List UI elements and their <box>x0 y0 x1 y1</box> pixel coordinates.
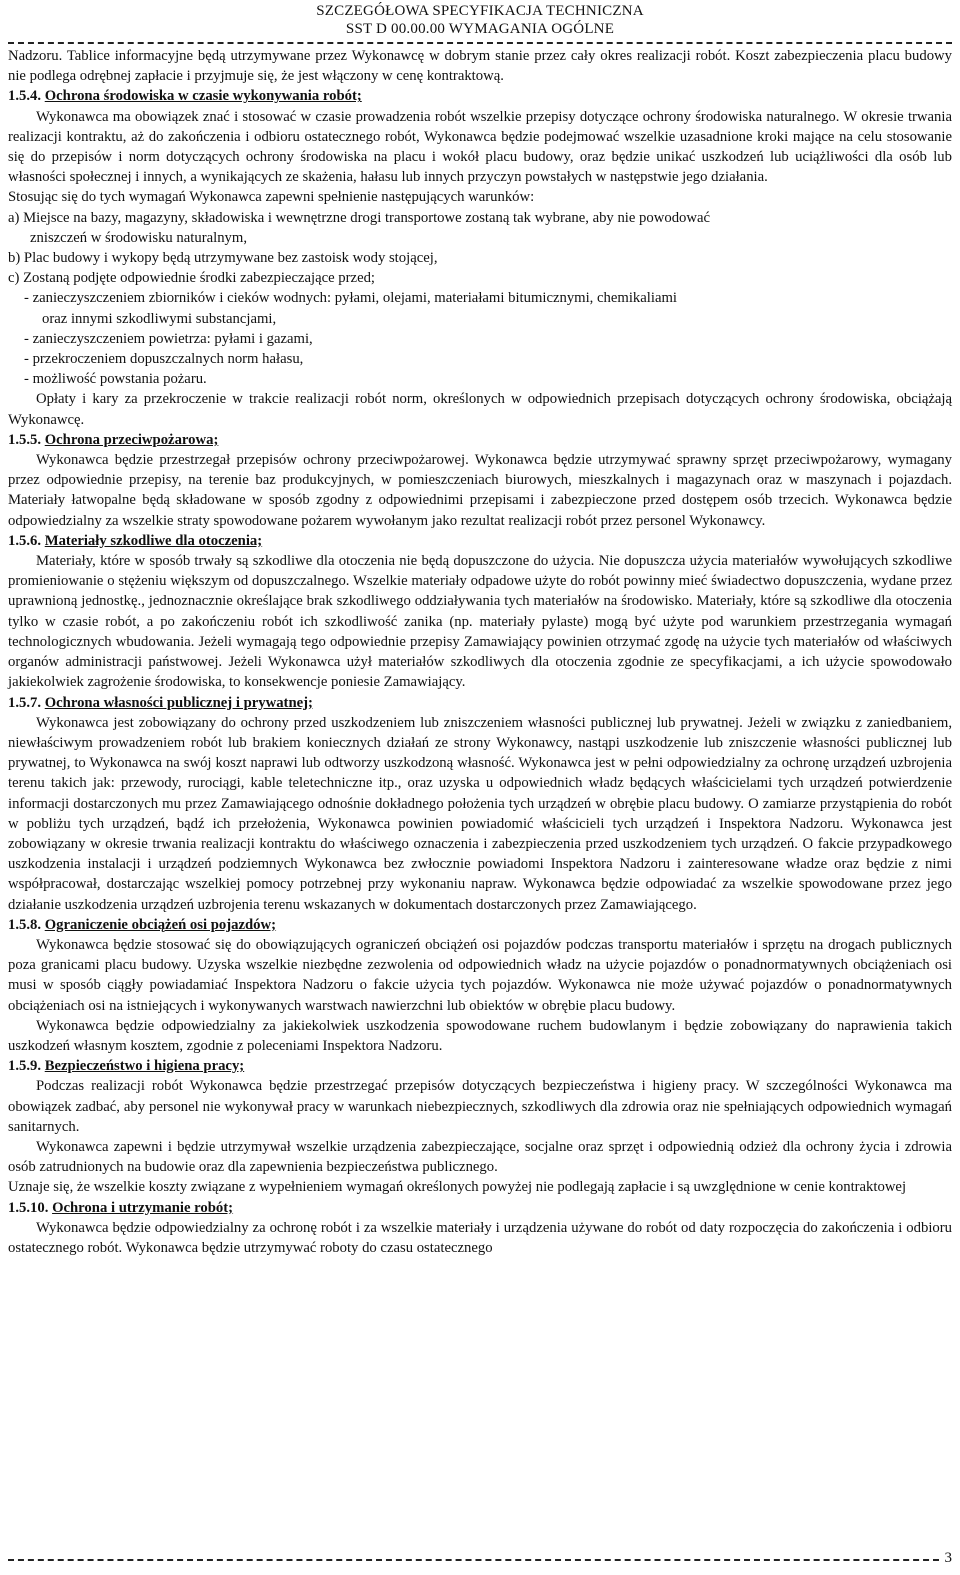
paragraph: Wykonawca będzie odpowiedzialny za jakiekolwiek uszkodzenia spowodowane ruchem budowlanym i będzie zobowiązany do naprawienia takich uszkodzeń własnym kosztem, zgodnie z poleceniami Inspektora Nadzoru. <box>8 1017 952 1054</box>
conditions-list <box>8 208 952 390</box>
section-title: Ochrona i utrzymanie robót; <box>52 1199 234 1216</box>
section-title: Ochrona własności publicznej i prywatnej; <box>44 694 313 711</box>
section-number: 1.5.9. <box>8 1058 42 1075</box>
section-heading-1-5-4 <box>8 86 952 106</box>
list-item <box>8 208 952 248</box>
header-subtitle: SST D 00.00.00 WYMAGANIA OGÓLNE <box>345 21 615 37</box>
list-item: - możliwość powstania pożaru. <box>24 371 207 388</box>
footer-divider <box>8 1559 939 1561</box>
paragraph: Wykonawca będzie przestrzegał przepisów ochrony przeciwpożarowej. Wykonawca będzie utrzymywać sprawny sprzęt przeciwpożarowy, wymagany przez odpowiednie przepisy, na terenie baz produkcyjnych, w pomieszczeniach biurowych, mieszkalnych i magazynach oraz w maszynach i pojazdach. Materiały łatwopalne będą składowane w sposób zgodny z odpowiednimi przepisami i zabezpieczone przed dostępem osób trzecich. Wykonawca będzie odpowiedzialny za wszelkie straty spowodowane pożarem wywołanym jako rezultat realizacji robót przez personel Wykonawcy. <box>8 452 952 529</box>
section-number: 1.5.10. <box>8 1199 49 1216</box>
header-divider <box>8 42 952 44</box>
list-item-text: - zanieczyszczeniem zbiorników i cieków wodnych: pyłami, olejami, materiałami bitumicznymi, chemikaliami <box>24 290 677 307</box>
section-heading-1-5-9 <box>8 1056 952 1076</box>
paragraph: Materiały, które w sposób trwały są szkodliwe dla otoczenia nie będą dopuszczone do użycia. Nie dopuszcza użycia materiałów wywołujących szkodliwe promieniowanie o stężeniu większym od dopuszczalnego. Wszelkie materiały odpadowe użyte do robót powinny mieć świadectwo dopuszczenia, wydane przez uprawnioną jednostkę., jednoznacznie określające brak szkodliwego oddziaływania tych materiałów na środowisko. Materiały, które są szkodliwe dla otoczenia tylko w czasie robót, a po zakończeniu robót ich szkodliwość zanika (np. materiały pylaste) mogą być użyte pod warunkiem przestrzegania wymagań technologicznych wbudowania. Jeżeli wymagają tego odpowiednie przepisy Zamawiający powinien otrzymać zgodę na użycie tych materiałów od właściwych organów administracji państwowej. Jeżeli Wykonawca użył materiałów szkodliwych dla otoczenia zgodnie ze specyfikacjami, a ich użycie spowodowało jakiekolwiek zagrożenie środowiska, to konsekwencje poniesie Zamawiający. <box>8 553 952 691</box>
list-item: b) Plac budowy i wykopy będą utrzymywane bez zastoisk wody stojącej, <box>8 250 438 267</box>
list-item <box>8 288 952 328</box>
paragraph: Wykonawca będzie stosować się do obowiązujących ograniczeń obciążeń osi pojazdów podczas transportu materiałów i sprzętu na drogach publicznych poza granicami placu budowy. Uzyska wszelkie niezbędne zezwolenia od odpowiednich władz na użycie pojazdów o ponadnormatywnych obciążeniach osi musi w sposób ciągły powiadamiać Inspektora Nadzoru o fakcie użycia tych pojazdów. Wykonawca nie może używać pojazdów o ponadnormatywnych obciążeniach osi na istniejących i wykonywanych warstwach nawierzchni lub obiektów w obrębie placu budowy. <box>8 936 952 1014</box>
page-number: 3 <box>944 1550 952 1566</box>
paragraph: Opłaty i kary za przekroczenie w trakcie realizacji robót norm, określonych w odpowiednich przepisach dotyczących ochrony środowiska, obciążają Wykonawcę. <box>8 391 952 428</box>
paragraph: Wykonawca ma obowiązek znać i stosować w czasie prowadzenia robót wszelkie przepisy dotyczące ochrony środowiska naturalnego. W okresie trwania realizacji kontraktu, aż do zakończenia i odbioru ostatecznego robót, Wykonawca będzie podejmować wszelkie uzasadnione kroki mające na celu stosowanie się do przepisów i norm dotyczących ochrony środowiska na placu i wokół placu budowy, oraz będzie unikać uszkodzeń lub uciążliwości dla osób lub własności społecznej i innych, a wynikających ze skażenia, hałasu lub innych przyczyn powstałych w następstwie jego działania. <box>8 108 952 186</box>
list-item: c) Zostaną podjęte odpowiednie środki zabezpieczające przed; <box>8 270 376 287</box>
paragraph: Uznaje się, że wszelkie koszty związane z wypełnieniem wymagań określonych powyżej nie podlegają zapłacie i są uwzględnione w cenie kontraktowej <box>8 1179 907 1196</box>
section-number: 1.5.5. <box>8 431 42 448</box>
section-heading-1-5-10 <box>8 1198 952 1218</box>
paragraph: Wykonawca zapewni i będzie utrzymywał wszelkie urządzenia zabezpieczające, socjalne oraz sprzęt i odpowiednią odzież dla ochrony życia i zdrowia osób zatrudnionych na budowie oraz dla zapewnienia bezpieczeństwa publicznego. <box>8 1138 952 1176</box>
paragraph: Wykonawca jest zobowiązany do ochrony przed uszkodzeniem lub zniszczeniem własności publicznej lub prywatnej. Jeżeli w związku z zaniedbaniem, niewłaściwym prowadzeniem robót lub brakiem koniecznych działań ze strony Wykonawcy, nastąpi uszkodzenie lub zniszczenie własności publicznej lub prywatnej, to Wykonawca na swój koszt naprawi lub odtworzy uszkodzoną własność. Wykonawca jest w pełni odpowiedzialny za ochronę urządzeń uzbrojenia terenu takich jak: przewody, rurociągi, kable teletechniczne itp., oraz uzyska u odpowiednich władz będących właścicielami tych urządzeń potwierdzenie informacji dostarczonych mu przez Zamawiającego odnośnie dokładnego położenia tych urządzeń w obrębie placu budowy. O zamiarze przystąpienia do robót w pobliżu tych urządzeń, bądź ich przełożenia, Wykonawca powinien powiadomić właścicieli tych urządzeń i Inspektora Nadzoru. Wykonawca jest zobowiązany w okresie trwania realizacji kontraktu do właściwego oznaczenia i zabezpieczenia przed uszkodzeniem tych urządzeń. O fakcie przypadkowego uszkodzenia instalacji i urządzeń podziemnych Wykonawca bez zwłocznie powiadomi Inspektora Nadzoru i zainteresowane władze oraz będzie z nimi współpracował, dostarczając wszelkiej pomocy potrzebnej przy wykonaniu napraw. Wykonawca będzie odpowiadać za wszelkie spowodowane przez jego działanie uszkodzenia urządzeń uzbrojenia terenu wskazanych w dokumentach dostarczonych przez Zamawiającego. <box>8 714 952 913</box>
document-body <box>8 46 952 1258</box>
section-heading-1-5-6 <box>8 531 952 551</box>
paragraph: Wykonawca będzie odpowiedzialny za ochronę robót i za wszelkie materiały i urządzenia używane do robót od daty rozpoczęcia do zakończenia i odbioru ostatecznego robót. Wykonawca będzie utrzymywać roboty do czasu ostatecznego <box>8 1219 952 1256</box>
section-title: Ochrona przeciwpożarowa; <box>44 431 219 448</box>
intro-paragraph: Nadzoru. Tablice informacyjne będą utrzymywane przez Wykonawcę w dobrym stanie przez cały okres realizacji robót. Koszt zabezpieczenia placu budowy nie podlega odrębnej zapłacie i przyjmuje się, że jest włączony w cenę kontraktową. <box>8 48 952 85</box>
list-item: - przekroczeniem dopuszczalnych norm hałasu, <box>24 351 304 368</box>
section-number: 1.5.4. <box>8 88 42 105</box>
section-heading-1-5-7 <box>8 693 952 713</box>
section-title: Ograniczenie obciążeń osi pojazdów; <box>44 916 277 933</box>
paragraph: Podczas realizacji robót Wykonawca będzie przestrzegać przepisów dotyczących bezpieczeństwa i higieny pracy. W szczególności Wykonawca ma obowiązek zadbać, aby personel nie wykonywał pracy w warunkach niebezpiecznych, szkodliwych dla zdrowia oraz nie spełniających odpowiednich wymagań sanitarnych. <box>8 1078 952 1135</box>
section-number: 1.5.8. <box>8 916 42 933</box>
header-title: SZCZEGÓŁOWA SPECYFIKACJA TECHNICZNA <box>316 3 644 19</box>
list-item-continuation: oraz innymi szkodliwymi substancjami, <box>42 310 277 327</box>
section-heading-1-5-5 <box>8 430 952 450</box>
section-number: 1.5.6. <box>8 532 42 549</box>
section-title: Ochrona środowiska w czasie wykonywania robót; <box>44 88 362 105</box>
section-number: 1.5.7. <box>8 694 42 711</box>
section-title: Bezpieczeństwo i higiena pracy; <box>44 1058 245 1075</box>
list-item: - zanieczyszczeniem powietrza: pyłami i gazami, <box>24 330 313 347</box>
page-footer <box>8 1545 952 1567</box>
list-item-text: a) Miejsce na bazy, magazyny, składowiska i wewnętrzne drogi transportowe zostaną tak wybrane, aby nie powodować <box>8 209 711 226</box>
paragraph: Stosując się do tych wymagań Wykonawca zapewni spełnienie następujących warunków: <box>8 189 535 206</box>
section-heading-1-5-8 <box>8 915 952 935</box>
list-item-continuation: zniszczeń w środowisku naturalnym, <box>30 229 247 246</box>
section-title: Materiały szkodliwe dla otoczenia; <box>44 532 263 549</box>
page-header <box>8 2 952 38</box>
